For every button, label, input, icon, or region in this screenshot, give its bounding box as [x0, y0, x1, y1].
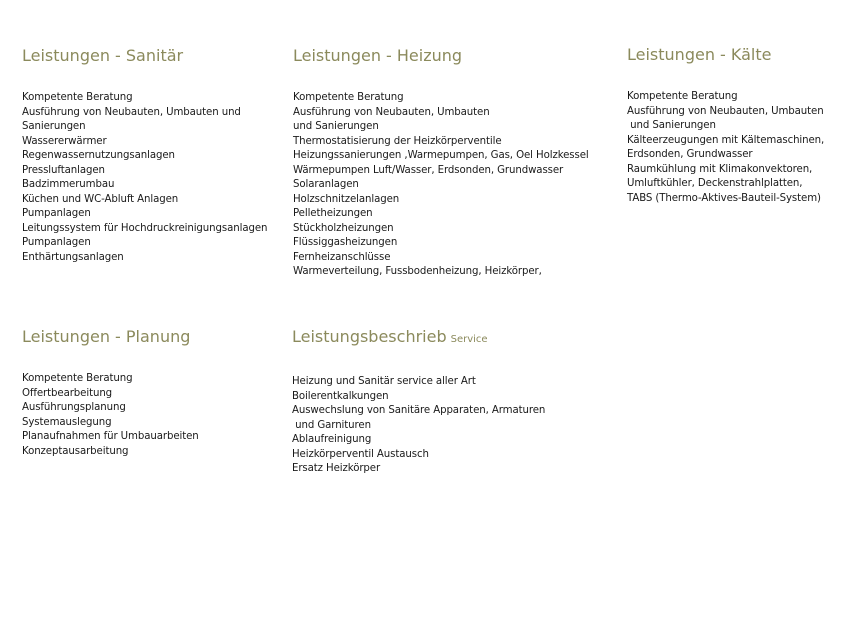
service-list-sanitaer — [22, 91, 284, 265]
section-title-kaelte: Leistungen - Kälte — [627, 45, 772, 64]
service-item: Pumpanlagen — [22, 237, 91, 248]
section-service — [292, 327, 612, 477]
service-item: Planaufnahmen für Umbauarbeiten — [22, 431, 199, 442]
service-item: Ausführung von Neubauten, Umbauten — [293, 106, 490, 118]
section-heizung — [293, 46, 613, 280]
service-item: Regenwassernutzungsanlagen — [22, 150, 175, 161]
service-item: Badzimmerumbau — [22, 179, 115, 190]
service-item: Konzeptausarbeitung — [22, 445, 129, 457]
service-item: Warmeverteilung, Fussbodenheizung, Heizkörper, — [293, 266, 542, 277]
section-title-sanitaer: Leistungen - Sanitär — [22, 46, 184, 65]
section-title-service — [292, 327, 612, 350]
service-item: Kälteerzeugungen mit Kältemaschinen, — [627, 134, 825, 146]
service-item: Wassererwärmer — [22, 135, 107, 147]
service-item: Erdsonden, Grundwasser — [627, 149, 753, 160]
service-item: Sanierungen — [22, 121, 86, 132]
service-list-kaelte — [627, 90, 852, 206]
service-item: Pelletheizungen — [293, 208, 373, 219]
service-item: und Sanierungen — [627, 120, 716, 131]
section-kaelte — [627, 45, 852, 206]
service-item: Fernheizanschlüsse — [293, 251, 391, 263]
service-item: Solaranlagen — [293, 179, 359, 190]
section-planung — [22, 327, 284, 459]
section-title-service-main: Leistungsbeschrieb — [292, 327, 447, 346]
section-title-service-suffix: Service — [450, 334, 488, 345]
service-item: Küchen und WC-Abluft Anlagen — [22, 193, 179, 205]
service-item: Wärmepumpen Luft/Wasser, Erdsonden, Grundwasser — [293, 164, 564, 176]
service-list-planung — [22, 372, 284, 459]
service-item: Ausführungsplanung — [22, 402, 126, 413]
service-item: TABS (Thermo-Aktives-Bauteil-System) — [627, 192, 821, 204]
service-item: Ausführung von Neubauten, Umbauten und — [22, 106, 241, 118]
service-list-service — [292, 375, 612, 477]
service-item: Thermostatisierung der Heizkörperventile — [293, 135, 502, 147]
service-item: Enthärtungsanlagen — [22, 251, 124, 263]
service-item: Stückholzheizungen — [293, 222, 394, 234]
service-item: Pressluftanlagen — [22, 164, 105, 176]
service-item: Kompetente Beratung — [22, 373, 133, 384]
section-title-planung: Leistungen - Planung — [22, 327, 191, 346]
service-item: Raumkühlung mit Klimakonvektoren, — [627, 163, 813, 175]
service-item: Systemauslegung — [22, 416, 112, 428]
service-item: Kompetente Beratung — [293, 92, 404, 103]
service-item: Ablaufreinigung — [292, 434, 372, 445]
service-item: Kompetente Beratung — [22, 92, 133, 103]
service-item: Offertbearbeitung — [22, 387, 113, 399]
section-sanitaer — [22, 46, 284, 265]
service-item: Holzschnitzelanlagen — [293, 193, 400, 205]
service-item: und Garnituren — [292, 419, 371, 431]
service-item: Ersatz Heizkörper — [292, 463, 381, 474]
service-item: Heizungssanierungen ,Warmepumpen, Gas, Oel Holzkessel — [293, 150, 589, 161]
service-item: Ausführung von Neubauten, Umbauten — [627, 105, 824, 117]
service-item: Boilerentkalkungen — [292, 390, 389, 402]
service-item: Flüssiggasheizungen — [293, 237, 398, 248]
service-item: Pumpanlagen — [22, 208, 91, 219]
service-list-heizung — [293, 91, 613, 280]
service-item: und Sanierungen — [293, 121, 379, 132]
service-item: Auswechslung von Sanitäre Apparaten, Armaturen — [292, 405, 546, 416]
service-item: Leitungssystem für Hochdruckreinigungsanlagen — [22, 222, 268, 234]
service-item: Heizkörperventil Austausch — [292, 448, 429, 460]
service-item: Heizung und Sanitär service aller Art — [292, 376, 476, 387]
section-title-heizung: Leistungen - Heizung — [293, 46, 463, 65]
service-item: Umluftkühler, Deckenstrahlplatten, — [627, 178, 803, 189]
service-item: Kompetente Beratung — [627, 91, 738, 102]
